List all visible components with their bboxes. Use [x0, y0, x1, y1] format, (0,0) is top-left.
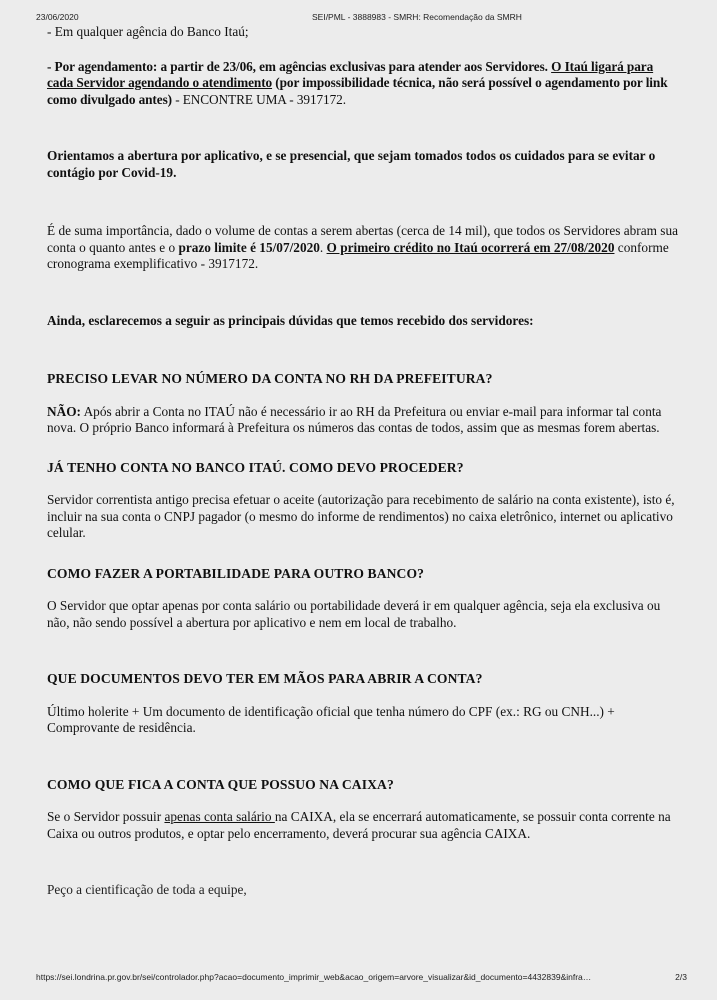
faq-answer-portability: O Servidor que optar apenas por conta salário ou portabilidade deverá ir em qualquer agência, seja ela exclusiva ou não, não sendo possível a abertura por aplicativo e nem em local de trabalho. — [47, 598, 661, 630]
paragraph-faq-intro: Ainda, esclarecemos a seguir as principais dúvidas que temos recebido dos servidores: — [47, 312, 534, 328]
print-header — [30, 12, 677, 24]
document-title: SEI/PML - 3888983 - SMRH: Recomendação da SMRH — [312, 12, 522, 22]
paragraph-scheduling: - Por agendamento: a partir de 23/06, em agências exclusivas para atender aos Servidores. O Itaú ligará para cada Servidor agendando o atendimento (por impossibilidade técnica, não será possível o agendamento por link como divulgado antes) - ENCONTRE UMA - 3917172. — [47, 58, 668, 107]
paragraph-deadline: É de suma importância, dado o volume de contas a serem abertas (cerca de 14 mil), que todos os Servidores abram sua conta o quanto antes e o prazo limite é 15/07/2020. O primeiro crédito no Itaú ocorrerá em 27/08/2020 conforme cronograma exemplificativo - 3917172. — [47, 223, 679, 271]
paragraph-any-agency: - Em qualquer agência do Banco Itaú; — [47, 24, 249, 39]
faq-answer-documents: Último holerite + Um documento de identificação oficial que tenha número do CPF (ex.: RG ou CNH...) + Comprovante de residência. — [47, 703, 615, 735]
closing-line: Peço a cientificação de toda a equipe, — [47, 882, 247, 897]
faq-question-documents: QUE DOCUMENTOS DEVO TER EM MÃOS PARA ABRIR A CONTA? — [47, 671, 483, 686]
print-date: 23/06/2020 — [36, 12, 79, 22]
page-number: 2/3 — [675, 972, 687, 982]
faq-answer-rh: NÃO: Após abrir a Conta no ITAÚ não é necessário ir ao RH da Prefeitura ou enviar e-mail para informar tal conta nova. O próprio Banco informará à Prefeitura os números das contas de todos, assim que as mesmas forem abertas. — [47, 403, 662, 435]
print-footer — [36, 972, 687, 984]
paragraph-covid-guidance: Orientamos a abertura por aplicativo, e se presencial, que sejam tomados todos os cuidados para se evitar o contágio por Covid-19. — [47, 148, 656, 180]
document-url: https://sei.londrina.pr.gov.br/sei/controlador.php?acao=documento_imprimir_web&acao_origem=arvore_visualizar&id_documento=4432839&infra… — [36, 972, 592, 982]
document-body — [47, 24, 679, 899]
faq-question-portability: COMO FAZER A PORTABILIDADE PARA OUTRO BANCO? — [47, 565, 425, 581]
faq-question-existing-account: JÁ TENHO CONTA NO BANCO ITAÚ. COMO DEVO PROCEDER? — [47, 459, 464, 475]
faq-question-caixa: COMO QUE FICA A CONTA QUE POSSUO NA CAIXA? — [47, 776, 394, 792]
faq-question-rh: PRECISO LEVAR NO NÚMERO DA CONTA NO RH DA PREFEITURA? — [47, 371, 493, 386]
faq-answer-existing-account: Servidor correntista antigo precisa efetuar o aceite (autorização para recebimento de salário na conta existente), isto é, incluir na sua conta o CNPJ pagador (o mesmo do informe de rendimentos) no caixa eletrônico, internet ou aplicativo celular. — [47, 492, 675, 540]
faq-answer-caixa: Se o Servidor possuir apenas conta salário na CAIXA, ela se encerrará automaticamente, se possuir conta corrente na Caixa ou outros produtos, e optar pelo encerramento, deverá procurar sua agência CAIXA. — [47, 809, 671, 841]
